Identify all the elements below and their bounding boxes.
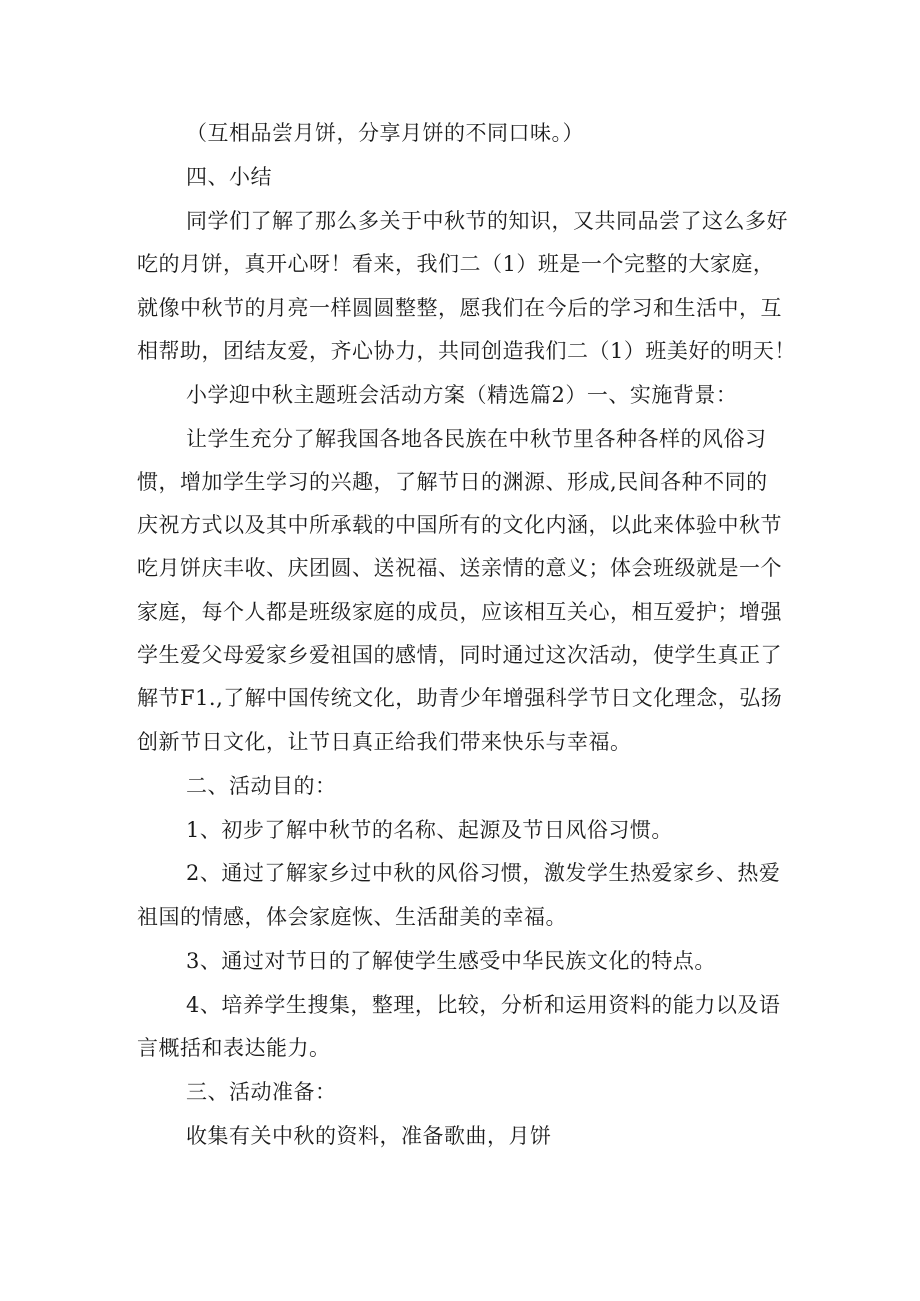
heading-activity-preparation: 三、活动准备：: [186, 1080, 337, 1104]
paragraph-background-line-8: 创新节日文化，让节日真正给我们带来快乐与幸福。: [137, 730, 632, 754]
paragraph-background-line-1: 让学生充分了解我国各地各民族在中秋节里各种各样的风俗习: [186, 427, 767, 451]
paragraph-summary-line-1: 同学们了解了那么多关于中秋节的知识，又共同品尝了这么多好: [186, 209, 788, 233]
paragraph-background-line-5: 家庭，每个人都是班级家庭的成员，应该相互关心，相互爱护；增强: [137, 600, 782, 624]
paragraph-background-line-7: 解节F1.,了解中国传统文化，助青少年增强科学节日文化理念，弘扬: [137, 686, 783, 710]
paragraph-background-line-4: 吃月饼庆丰收、庆团圆、送祝福、送亲情的意义；体会班级就是一个: [137, 556, 782, 580]
goal-item-4-line-2: 言概括和表达能力。: [137, 1036, 331, 1060]
goal-item-2-line-2: 祖国的情感，体会家庭恢、生活甜美的幸福。: [137, 905, 567, 929]
goal-item-2-line-1: 2、通过了解家乡过中秋的风俗习惯，激发学生热爱家乡、热爱: [186, 861, 781, 885]
paragraph-background-line-6: 学生爱父母爱家乡爱祖国的感情，同时通过这次活动，使学生真正了: [137, 643, 782, 667]
paragraph-summary-line-2: 吃的月饼，真开心呀！看来，我们二（1）班是一个完整的大家庭，: [137, 252, 775, 276]
paragraph-preparation-body: 收集有关中秋的资料，准备歌曲，月饼: [186, 1124, 552, 1148]
heading-plan-2-background: 小学迎中秋主题班会活动方案（精选篇2）一、实施背景：: [186, 383, 738, 407]
paragraph-summary-line-4: 相帮助，团结友爱，齐心协力，共同创造我们二（1）班美好的明天！: [137, 339, 796, 363]
goal-item-3: 3、通过对节日的了解使学生感受中华民族文化的特点。: [186, 949, 716, 973]
goal-item-1: 1、初步了解中秋节的名称、起源及节日风俗习惯。: [186, 818, 673, 842]
paragraph-background-line-2: 惯，增加学生学习的兴趣，了解节日的渊源、形成,民间各种不同的: [137, 470, 768, 494]
paragraph-tasting-note: （互相品尝月饼，分享月饼的不同口味。）: [186, 121, 584, 145]
heading-activity-goals: 二、活动目的：: [186, 774, 337, 798]
goal-item-4-line-1: 4、培养学生搜集，整理，比较，分析和运用资料的能力以及语: [186, 993, 781, 1017]
paragraph-background-line-3: 庆祝方式以及其中所承载的中国所有的文化内涵，以此来体验中秋节: [137, 513, 782, 537]
paragraph-summary-line-3: 就像中秋节的月亮一样圆圆整整，愿我们在今后的学习和生活中，互: [137, 296, 782, 320]
heading-summary: 四、小结: [186, 165, 272, 189]
